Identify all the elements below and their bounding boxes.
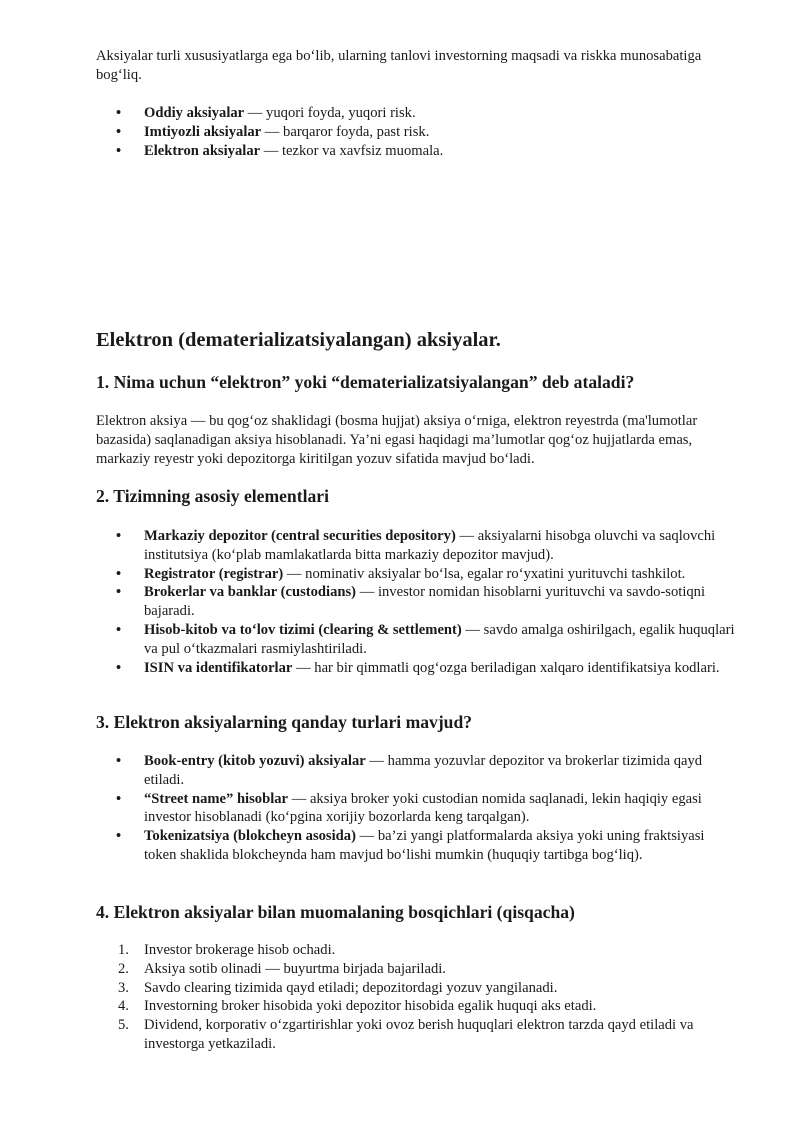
item-number: 5. [118, 1017, 129, 1034]
item-number: 3. [118, 979, 129, 996]
item-term: Elektron aksiyalar [144, 142, 261, 159]
section-4-list [96, 941, 736, 1054]
list-item [96, 527, 736, 565]
document-title: Elektron (dematerializatsiyalangan) aksiyalar. [96, 329, 501, 351]
list-item [96, 659, 736, 678]
item-term: Imtiyozli aksiyalar [144, 123, 262, 140]
section-2-heading: 2. Tizimning asosiy elementlari [96, 486, 329, 506]
list-item [96, 142, 736, 161]
item-description: — aksiyalarni hisobga oluvchi va saqlovchi institutsiya (ko‘plab mamlakatlarda bitta markaziy depozitor mavjud). [144, 528, 716, 563]
list-item [96, 960, 736, 979]
intro-list [96, 104, 736, 160]
item-text: Dividend, korporativ o‘zgartirishlar yoki ovoz berish huquqlari elektron tarzda qayd etiladi va investorga yetkaziladi. [144, 1017, 694, 1052]
item-description: — nominativ aksiyalar bo‘lsa, egalar ro‘yxatini yurituvchi tashkilot. [283, 565, 686, 582]
item-description: — hamma yozuvlar depozitor va brokerlar tizimida qayd etiladi. [144, 753, 703, 788]
list-item [96, 790, 736, 828]
item-term: Oddiy aksiyalar [144, 105, 245, 121]
section-3-list [96, 752, 736, 865]
list-item [96, 979, 736, 998]
item-description: — aksiya broker yoki custodian nomida saqlanadi, lekin haqiqiy egasi investor hisoblanadi (ko‘pgina xorijiy bozorlarda keng tarqalgan). [144, 790, 702, 826]
intro-paragraph: Aksiyalar turli xususiyatlarga ega bo‘lib, ularning tanlovi investorning maqsadi va riskka munosabatiga bog‘liq. [96, 48, 702, 83]
item-term: Registrator (registrar) [144, 565, 284, 582]
item-term: Hisob-kitob va to‘lov tizimi (clearing & settlement) [144, 621, 462, 638]
list-item [96, 827, 736, 865]
list-item [96, 941, 736, 960]
section-1-paragraph: Elektron aksiya — bu qog‘oz shaklidagi (bosma hujjat) aksiya o‘rniga, elektron reyestrda (ma'lumotlar bazasida) saqlanadigan aksiya hisoblanadi. Ya’ni egasi haqidagi ma’lumotlar qog‘oz hujjatlarda emas, markaziy reyestr yoki depozitorga kiritilgan yozuv sifatida mavjud bo‘ladi. [96, 413, 698, 467]
item-text: Investorning broker hisobida yoki depozitor hisobida egalik huquqi aks etadi. [144, 998, 597, 1015]
item-term: ISIN va identifikatorlar [144, 659, 293, 676]
item-text: Aksiya sotib olinadi — buyurtma birjada bajariladi. [144, 960, 446, 977]
item-description: — har bir qimmatli qog‘ozga beriladigan xalqaro identifikatsiya kodlari. [292, 659, 720, 676]
list-item [96, 621, 736, 659]
list-item [96, 997, 736, 1016]
section-2-list [96, 527, 736, 677]
item-description: — yuqori foyda, yuqori risk. [244, 105, 416, 121]
list-item [96, 1016, 736, 1054]
list-item [96, 583, 736, 621]
list-item [96, 565, 736, 584]
item-term: Tokenizatsiya (blokcheyn asosida) [144, 828, 356, 845]
item-number: 4. [118, 998, 129, 1015]
item-text: Savdo clearing tizimida qayd etiladi; depozitordagi yozuv yangilanadi. [144, 979, 558, 996]
section-3-heading: 3. Elektron aksiyalarning qanday turlari mavjud? [96, 712, 473, 732]
list-item [96, 752, 736, 790]
section-4-heading: 4. Elektron aksiyalar bilan muomalaning bosqichlari (qisqacha) [96, 902, 575, 922]
item-number: 2. [118, 960, 129, 977]
item-description: — tezkor va xavfsiz muomala. [260, 142, 444, 159]
section-1-heading: 1. Nima uchun “elektron” yoki “dematerializatsiyalangan” deb ataladi? [96, 372, 635, 392]
item-term: Brokerlar va banklar (custodians) [144, 584, 357, 601]
item-description: — investor nomidan hisoblarni yurituvchi va savdo-sotiqni bajaradi. [144, 584, 706, 620]
item-description: — barqaror foyda, past risk. [261, 123, 430, 140]
list-item [96, 123, 736, 142]
item-term: Markaziy depozitor (central securities depository) [144, 528, 456, 544]
item-text: Investor brokerage hisob ochadi. [144, 942, 336, 958]
item-description: — ba’zi yangi platformalarda aksiya yoki uning fraktsiyasi token shaklida blokcheynda ham mavjud bo‘lishi mumkin (huquqiy tartibga bog‘liq). [144, 828, 705, 863]
item-term: “Street name” hisoblar [144, 790, 289, 807]
item-term: Book-entry (kitob yozuvi) aksiyalar [144, 753, 366, 769]
item-number: 1. [118, 942, 129, 958]
item-description: — savdo amalga oshirilgach, egalik huquqlari va pul o‘tkazmalari rasmiylashtiriladi. [144, 621, 735, 657]
list-item [96, 104, 736, 123]
